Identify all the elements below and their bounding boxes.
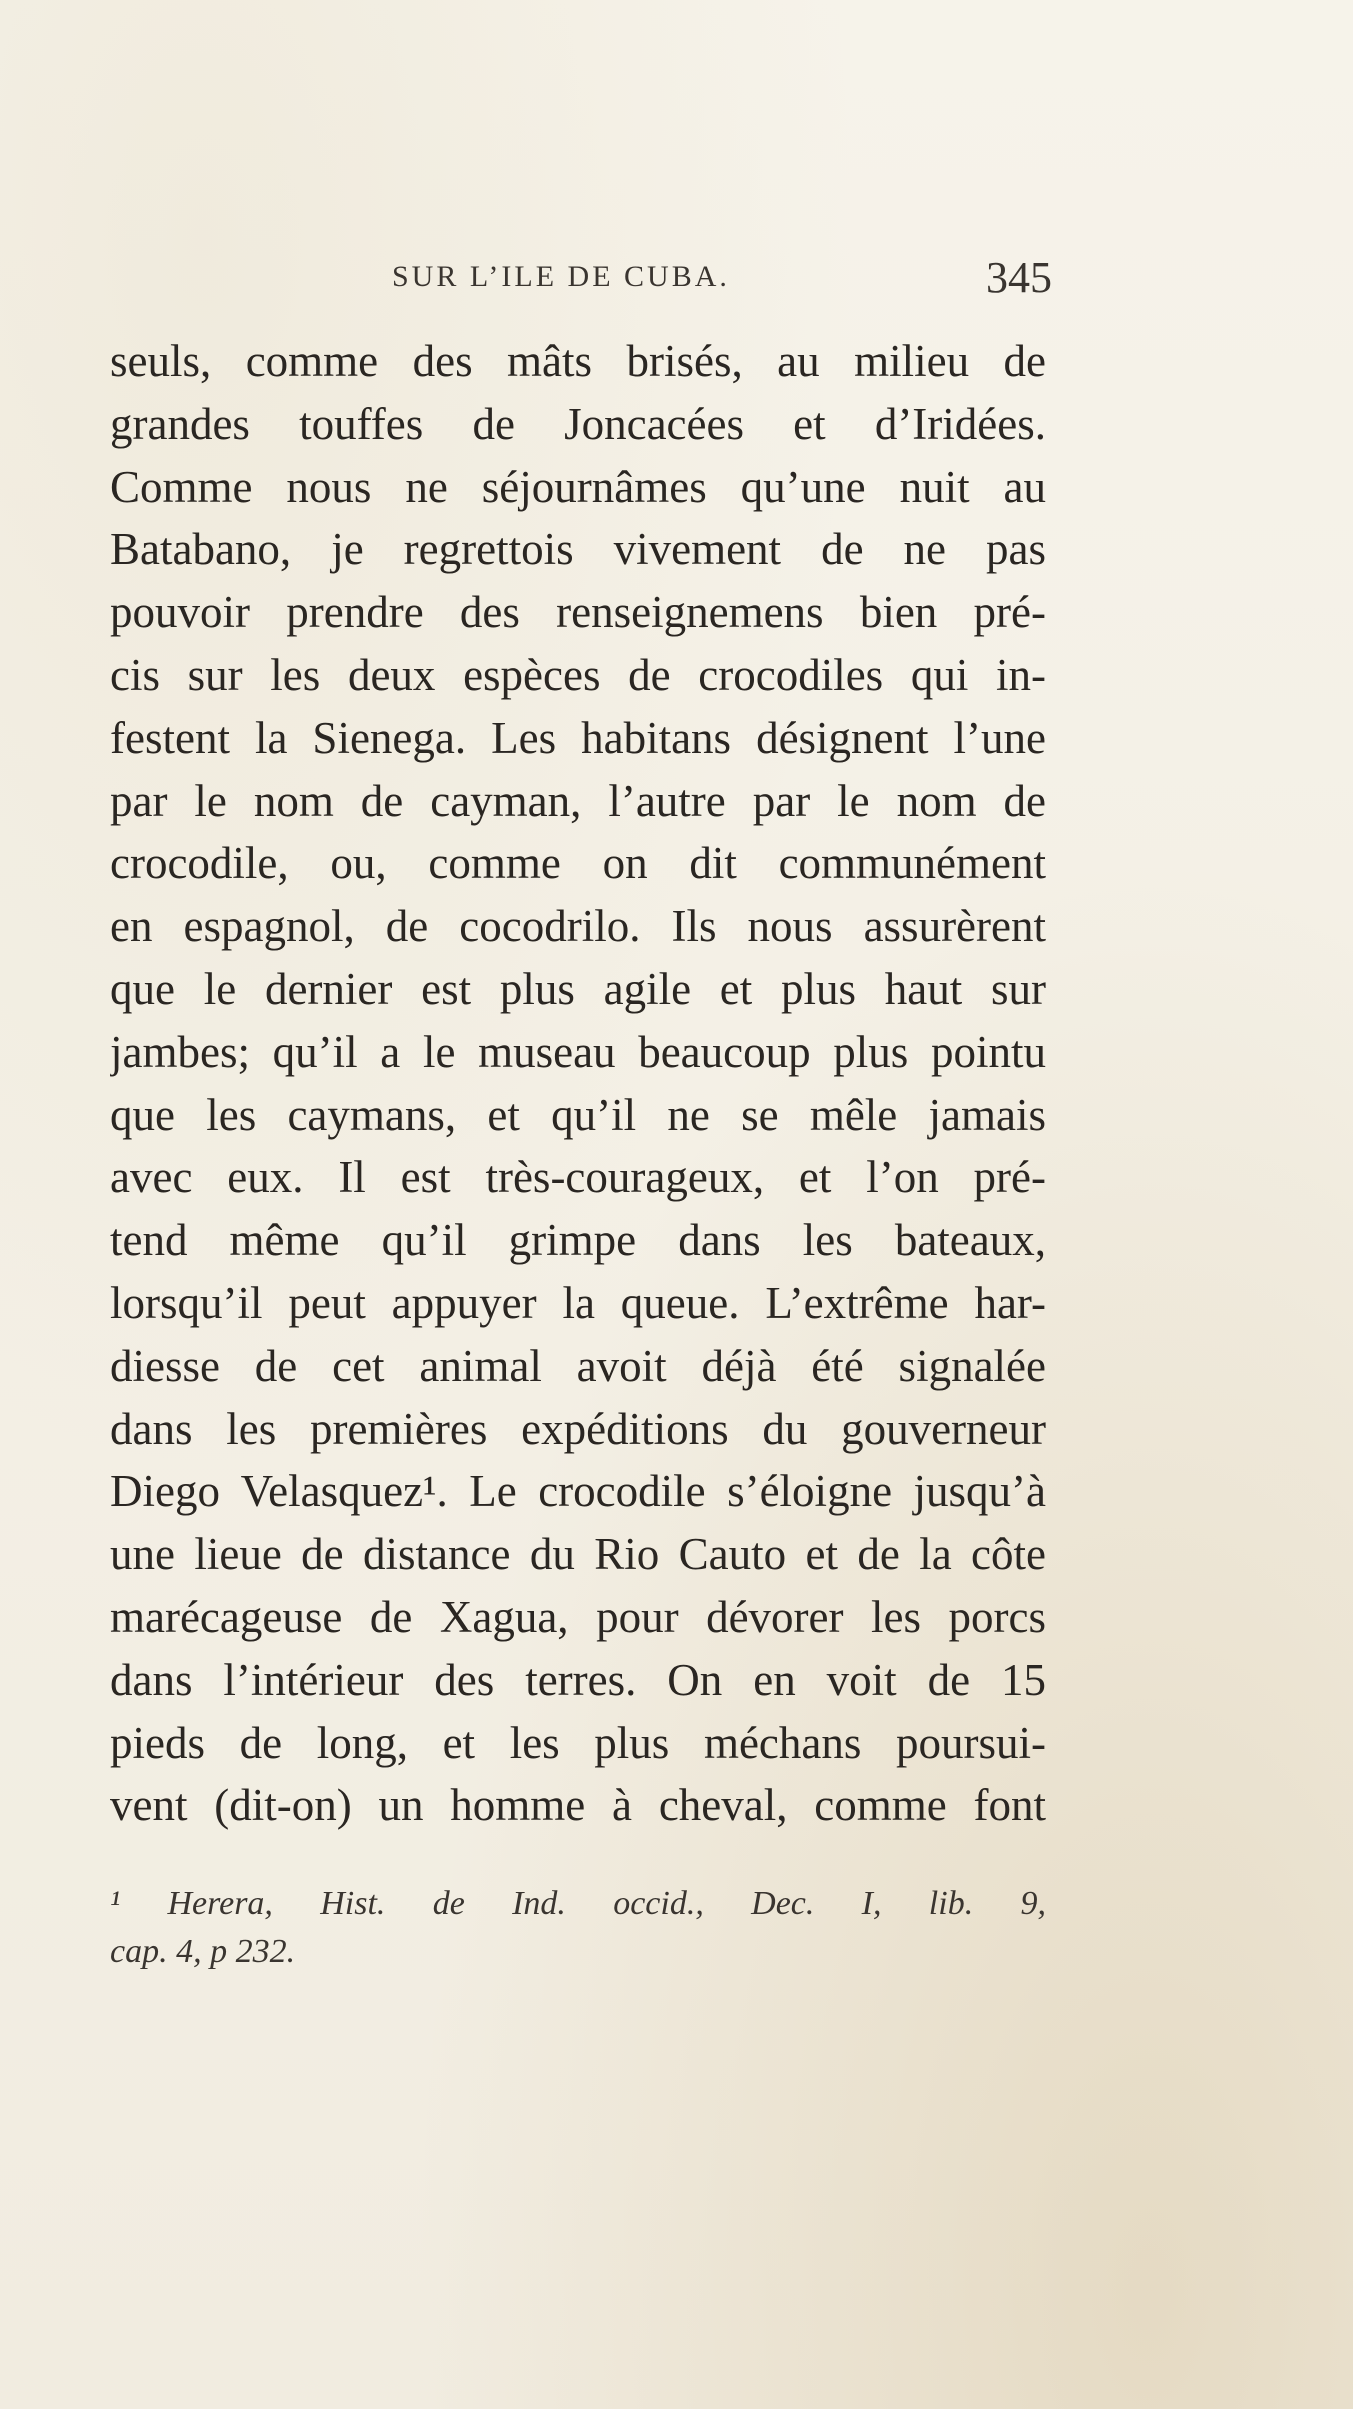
text-line: vent (dit-on) un homme à cheval, comme font bbox=[110, 1780, 1046, 1831]
text-line: Comme nous ne séjournâmes qu’une nuit au bbox=[110, 461, 1046, 512]
text-line: pieds de long, et les plus méchans poursui- bbox=[110, 1717, 1046, 1768]
text-line: par le nom de cayman, l’autre par le nom de bbox=[110, 775, 1046, 826]
text-line: grandes touffes de Joncacées et d’Iridées. bbox=[110, 398, 1046, 449]
text-line: seuls, comme des mâts brisés, au milieu de bbox=[110, 336, 1046, 386]
text-line: pouvoir prendre des renseignemens bien pré- bbox=[110, 587, 1046, 638]
text-line: crocodile, ou, comme on dit communément bbox=[110, 838, 1046, 889]
footnote-line: ¹ Herera, Hist. de Ind. occid., Dec. I, lib. 9, bbox=[110, 1885, 1046, 1922]
running-head bbox=[392, 252, 1052, 302]
running-title: SUR L’ILE DE CUBA. bbox=[392, 260, 730, 293]
text-line: lorsqu’il peut appuyer la queue. L’extrême har- bbox=[110, 1277, 1046, 1328]
text-line: tend même qu’il grimpe dans les bateaux, bbox=[110, 1215, 1046, 1266]
text-line: festent la Sienega. Les habitans désignent l’une bbox=[110, 712, 1046, 763]
text-line: avec eux. Il est très-courageux, et l’on pré- bbox=[110, 1152, 1046, 1203]
footnotes bbox=[110, 1880, 1046, 1976]
text-line: Diego Velasquez¹. Le crocodile s’éloigne jusqu’à bbox=[110, 1466, 1046, 1517]
text-line: cis sur les deux espèces de crocodiles qui in- bbox=[110, 649, 1046, 700]
text-line: que les caymans, et qu’il ne se mêle jamais bbox=[110, 1089, 1046, 1140]
text-line: Batabano, je regrettois vivement de ne pas bbox=[110, 524, 1046, 575]
text-line: dans l’intérieur des terres. On en voit de 15 bbox=[110, 1654, 1046, 1705]
text-line: que le dernier est plus agile et plus haut sur bbox=[110, 963, 1046, 1014]
text-line: jambes; qu’il a le museau beaucoup plus pointu bbox=[110, 1026, 1046, 1077]
text-line: diesse de cet animal avoit déjà été signalée bbox=[110, 1340, 1046, 1391]
page-number: 345 bbox=[986, 253, 1052, 302]
text-line: en espagnol, de cocodrilo. Ils nous assurèrent bbox=[110, 901, 1046, 952]
body-text bbox=[110, 330, 1046, 1837]
text-line: marécageuse de Xagua, pour dévorer les porcs bbox=[110, 1591, 1046, 1642]
text-line: dans les premières expéditions du gouverneur bbox=[110, 1403, 1046, 1454]
footnote-line: cap. 4, p 232. bbox=[110, 1933, 296, 1970]
text-line: une lieue de distance du Rio Cauto et de la côte bbox=[110, 1529, 1046, 1580]
